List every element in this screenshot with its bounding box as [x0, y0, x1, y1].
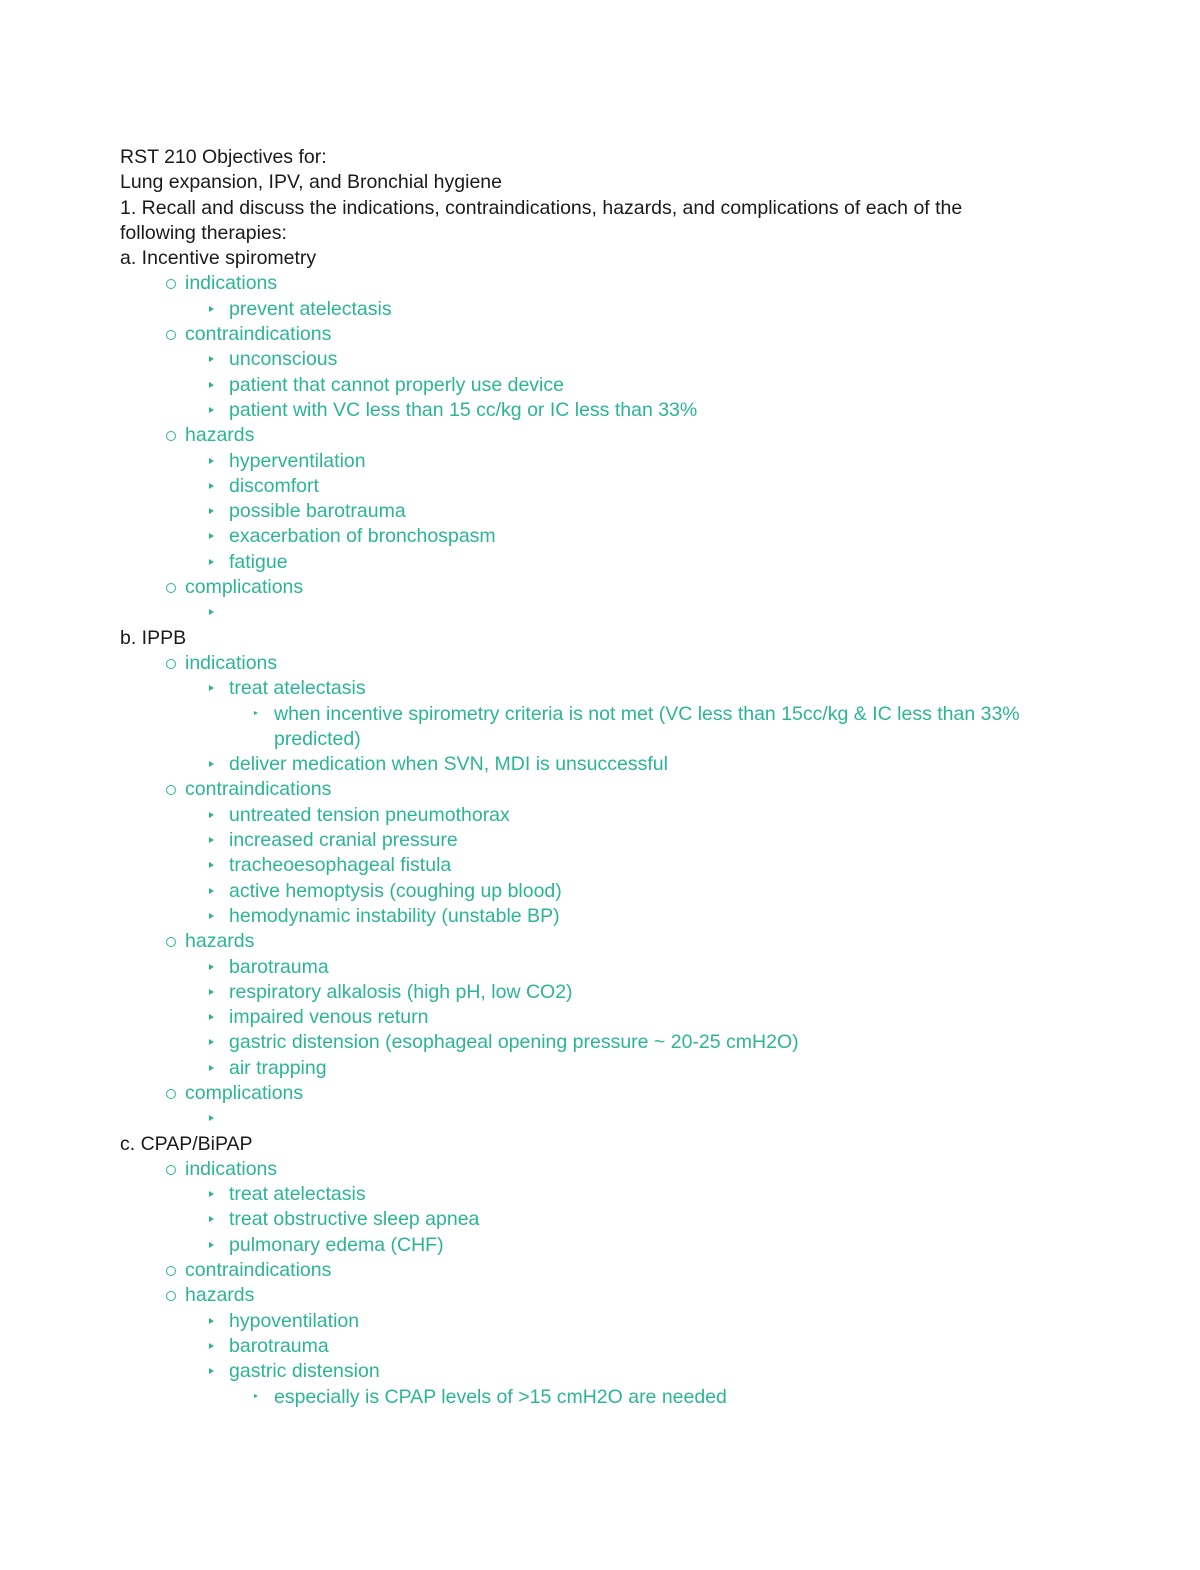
outline-item: [120, 1233, 1080, 1258]
outline-group: [120, 1081, 1080, 1106]
outline-item: [120, 398, 1080, 423]
outline-subitem: [120, 1385, 1080, 1410]
outline-item: [120, 499, 1080, 524]
therapy-sections: [120, 246, 1080, 1410]
group-label: contraindications: [185, 323, 332, 346]
outline-item: [120, 853, 1080, 878]
doc-title-line1: RST 210 Objectives for:: [120, 146, 327, 168]
section-title: a. Incentive spirometry: [120, 247, 317, 270]
outline-group: [120, 423, 1080, 448]
outline-item: [120, 550, 1080, 575]
group-label: indications: [185, 651, 278, 674]
outline-item: [120, 297, 1080, 322]
outline-item: [120, 676, 1080, 701]
item-text: air trapping: [229, 1056, 327, 1079]
item-text: patient with VC less than 15 cc/kg or IC less than 33%: [229, 398, 698, 421]
item-text: pulmonary edema (CHF): [229, 1233, 444, 1256]
doc-title-line2: Lung expansion, IPV, and Bronchial hygiene: [120, 171, 502, 194]
group-label: hazards: [185, 424, 255, 447]
outline-group: [120, 777, 1080, 802]
group-label: complications: [185, 576, 304, 599]
outline-item: [120, 1359, 1080, 1384]
objective-1: 1. Recall and discuss the indications, contraindications, hazards, and complications of each of the following therapies:: [120, 196, 963, 244]
item-text: treat atelectasis: [229, 1183, 366, 1206]
outline-item: [120, 803, 1080, 828]
outline-item: [120, 600, 1080, 625]
outline-item: [120, 474, 1080, 499]
outline-group: [120, 929, 1080, 954]
item-text: hyperventilation: [229, 449, 366, 472]
group-label: hazards: [185, 1284, 255, 1307]
group-label: indications: [185, 1157, 278, 1180]
item-text: treat atelectasis: [229, 677, 366, 700]
item-text: treat obstructive sleep apnea: [229, 1208, 480, 1231]
outline-group: [120, 271, 1080, 296]
group-label: complications: [185, 1081, 304, 1104]
outline-item: [120, 1182, 1080, 1207]
outline-subitem: [120, 702, 1080, 753]
item-text: impaired venous return: [229, 1006, 429, 1029]
outline-item: [120, 449, 1080, 474]
outline-group: [120, 322, 1080, 347]
item-text: deliver medication when SVN, MDI is unsuccessful: [229, 753, 668, 776]
group-label: indications: [185, 272, 278, 295]
outline-group: [120, 651, 1080, 676]
outline-item: [120, 1334, 1080, 1359]
outline-group: [120, 1157, 1080, 1182]
item-text: possible barotrauma: [229, 500, 406, 523]
item-text: discomfort: [229, 474, 319, 497]
item-text: fatigue: [229, 550, 288, 573]
item-text: prevent atelectasis: [229, 297, 392, 320]
outline-item: [120, 373, 1080, 398]
outline-item: [120, 347, 1080, 372]
item-text: active hemoptysis (coughing up blood): [229, 879, 562, 902]
item-text: tracheoesophageal fistula: [229, 854, 452, 877]
item-text: respiratory alkalosis (high pH, low CO2): [229, 980, 573, 1003]
outline-item: [120, 1207, 1080, 1232]
outline-item: [120, 1030, 1080, 1055]
item-text: increased cranial pressure: [229, 829, 458, 852]
outline-item: [120, 752, 1080, 777]
outline-item: [120, 879, 1080, 904]
section-title: c. CPAP/BiPAP: [120, 1132, 253, 1155]
section-title: b. IPPB: [120, 626, 187, 649]
group-label: contraindications: [185, 1259, 332, 1282]
outline-group: [120, 575, 1080, 600]
subitem-text: especially is CPAP levels of >15 cmH2O are needed: [274, 1385, 727, 1408]
outline-group: [120, 1258, 1080, 1283]
outline-item: [120, 1309, 1080, 1334]
outline-item: [120, 904, 1080, 929]
outline-item: [120, 1106, 1080, 1131]
item-text: gastric distension (esophageal opening pressure ~ 20-25 cmH2O): [229, 1031, 799, 1054]
item-text: exacerbation of bronchospasm: [229, 525, 496, 548]
item-text: hypoventilation: [229, 1309, 360, 1332]
document-body: [120, 145, 1080, 1410]
outline-group: [120, 1283, 1080, 1308]
outline-item: [120, 1005, 1080, 1030]
item-text: gastric distension: [229, 1360, 380, 1383]
item-text: patient that cannot properly use device: [229, 373, 564, 396]
outline-item: [120, 1056, 1080, 1081]
group-label: contraindications: [185, 778, 332, 801]
item-text: untreated tension pneumothorax: [229, 803, 510, 826]
outline-item: [120, 524, 1080, 549]
subitem-text: when incentive spirometry criteria is not met (VC less than 15cc/kg & IC less than 33% predicted): [274, 702, 1020, 750]
outline-item: [120, 955, 1080, 980]
item-text: barotrauma: [229, 955, 329, 978]
outline-item: [120, 828, 1080, 853]
group-label: hazards: [185, 930, 255, 953]
item-text: barotrauma: [229, 1334, 329, 1357]
item-text: hemodynamic instability (unstable BP): [229, 904, 560, 927]
outline-item: [120, 980, 1080, 1005]
item-text: unconscious: [229, 348, 338, 371]
